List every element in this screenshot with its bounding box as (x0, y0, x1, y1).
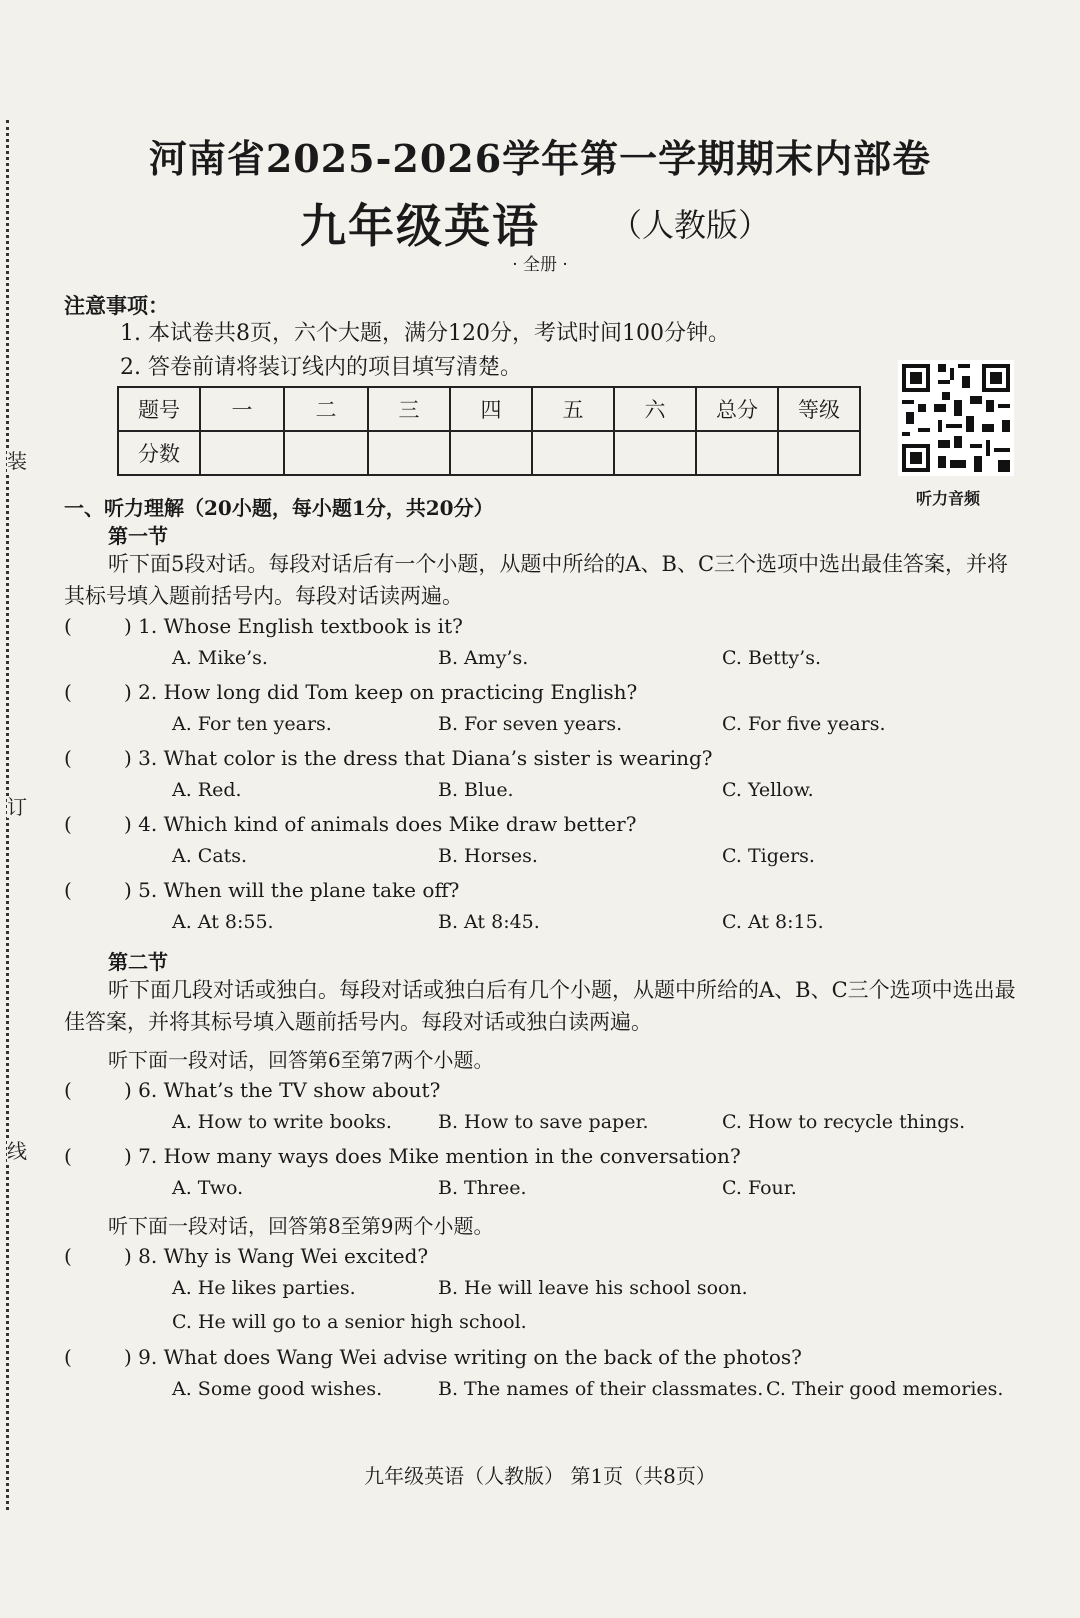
part2-instruction: 听下面几段对话或独白。每段对话或独白后有几个小题，从题中所给的A、B、C三个选项中选出最佳答案，并将其标号填入题前括号内。每段对话或独白读两遍。 (64, 978, 1016, 1034)
exam-title: 河南省2025-2026学年第一学期期末内部卷 (148, 136, 932, 181)
binding-line (6, 120, 27, 1510)
score-header-cell: 题号 (118, 387, 200, 431)
score-table-value-row (118, 431, 860, 475)
score-header-cell: 五 (532, 387, 614, 431)
option-1c: C. Betty’s. (722, 647, 821, 669)
answer-paren[interactable]: ( (64, 1345, 72, 1369)
score-table-header-row (118, 387, 860, 431)
question-7: ) 7. How many ways does Mike mention in the conversation? (124, 1144, 741, 1168)
page-footer: 九年级英语（人教版） 第1页（共8页） (364, 1464, 716, 1488)
option-6b: B. How to save paper. (438, 1111, 649, 1133)
score-row-label: 分数 (118, 431, 200, 475)
answer-paren[interactable]: ( (64, 1144, 72, 1168)
option-2a: A. For ten years. (172, 713, 332, 735)
binding-char-2: 订 (7, 795, 27, 819)
question-3: ) 3. What color is the dress that Diana’s sister is wearing? (124, 746, 713, 770)
qr-code-icon[interactable] (898, 360, 1014, 476)
answer-paren[interactable]: ( (64, 878, 72, 902)
answer-paren[interactable]: ( (64, 614, 72, 638)
question-6: ) 6. What’s the TV show about? (124, 1078, 441, 1102)
score-header-cell: 三 (368, 387, 450, 431)
answer-paren[interactable]: ( (64, 1078, 72, 1102)
question-5: ) 5. When will the plane take off? (124, 878, 460, 902)
answer-paren[interactable]: ( (64, 746, 72, 770)
option-4b: B. Horses. (438, 845, 538, 867)
score-cell[interactable] (200, 431, 284, 475)
option-5b: B. At 8:45. (438, 911, 540, 933)
score-header-cell: 总分 (696, 387, 778, 431)
option-5a: A. At 8:55. (172, 911, 274, 933)
volume-label: · 全册 · (512, 255, 568, 275)
score-cell[interactable] (696, 431, 778, 475)
option-6c: C. How to recycle things. (722, 1111, 966, 1133)
option-6a: A. How to write books. (172, 1111, 392, 1133)
score-header-cell: 六 (614, 387, 696, 431)
option-4a: A. Cats. (172, 845, 248, 867)
score-cell[interactable] (614, 431, 696, 475)
option-2c: C. For five years. (722, 713, 886, 735)
option-8c: C. He will go to a senior high school. (172, 1311, 527, 1333)
question-4: ) 4. Which kind of animals does Mike draw better? (124, 812, 637, 836)
option-3a: A. Red. (172, 779, 242, 801)
score-cell[interactable] (778, 431, 860, 475)
group-instruction-2: 听下面一段对话，回答第8至第9两个小题。 (108, 1214, 494, 1238)
option-2b: B. For seven years. (438, 713, 623, 735)
score-header-cell: 四 (450, 387, 532, 431)
option-1b: B. Amy’s. (438, 647, 529, 669)
answer-paren[interactable]: ( (64, 812, 72, 836)
notice-item-2: 2. 答卷前请将装订线内的项目填写清楚。 (120, 355, 522, 380)
subject-title: 九年级英语 (300, 199, 540, 253)
notice-item-1: 1. 本试卷共8页，六个大题，满分120分，考试时间100分钟。 (120, 321, 730, 346)
score-header-cell: 二 (284, 387, 368, 431)
question-2: ) 2. How long did Tom keep on practicing English? (124, 680, 638, 704)
score-cell[interactable] (532, 431, 614, 475)
question-9: ) 9. What does Wang Wei advise writing on the back of the photos? (124, 1345, 802, 1369)
option-8a: A. He likes parties. (172, 1277, 356, 1299)
option-5c: C. At 8:15. (722, 911, 824, 933)
part2-title: 第二节 (108, 950, 168, 974)
notice-heading: 注意事项： (64, 293, 169, 318)
qr-label: 听力音频 (916, 489, 981, 508)
score-cell[interactable] (368, 431, 450, 475)
answer-paren[interactable]: ( (64, 680, 72, 704)
option-1a: A. Mike’s. (172, 647, 268, 669)
edition-label: （人教版） (610, 206, 771, 244)
option-7c: C. Four. (722, 1177, 797, 1199)
option-4c: C. Tigers. (722, 845, 815, 867)
option-7b: B. Three. (438, 1177, 527, 1199)
option-3c: C. Yellow. (722, 779, 814, 801)
question-1: ) 1. Whose English textbook is it? (124, 614, 463, 638)
score-cell[interactable] (450, 431, 532, 475)
binding-char-3: 线 (7, 1139, 27, 1163)
score-table (117, 386, 861, 476)
score-header-cell: 等级 (778, 387, 860, 431)
question-8: ) 8. Why is Wang Wei excited? (124, 1244, 429, 1268)
part1-instruction: 听下面5段对话。每段对话后有一个小题，从题中所给的A、B、C三个选项中选出最佳答案，并将其标号填入题前括号内。每段对话读两遍。 (64, 552, 1009, 608)
answer-paren[interactable]: ( (64, 1244, 72, 1268)
option-9b: B. The names of their classmates. (438, 1378, 764, 1400)
score-cell[interactable] (284, 431, 368, 475)
section-title: 一、听力理解（20小题，每小题1分，共20分） (64, 496, 494, 520)
group-instruction-1: 听下面一段对话，回答第6至第7两个小题。 (108, 1048, 494, 1072)
part1-title: 第一节 (108, 524, 168, 548)
option-8b: B. He will leave his school soon. (438, 1277, 748, 1299)
binding-char-1: 装 (7, 449, 27, 473)
option-7a: A. Two. (172, 1177, 244, 1199)
score-header-cell: 一 (200, 387, 284, 431)
option-9a: A. Some good wishes. (172, 1378, 383, 1400)
option-9c: C. Their good memories. (766, 1378, 1004, 1400)
option-3b: B. Blue. (438, 779, 514, 801)
